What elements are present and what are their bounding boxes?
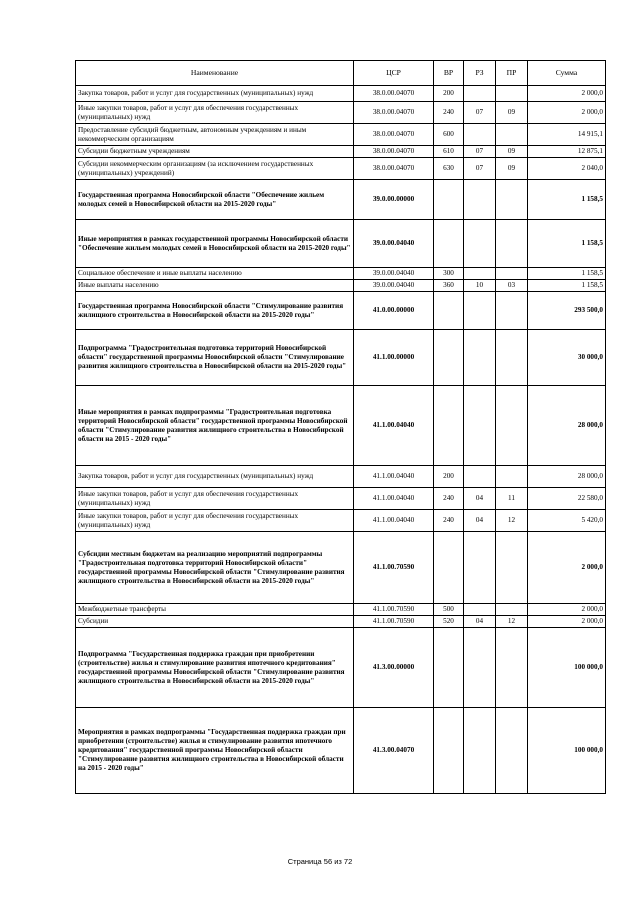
cell-vr: [434, 386, 464, 466]
cell-name: Закупка товаров, работ и услуг для государственных (муниципальных) нужд: [76, 466, 354, 488]
cell-pr: 09: [496, 146, 528, 158]
table-row: [76, 708, 606, 794]
cell-rz: [464, 268, 496, 280]
cell-csr: 41.3.00.00000: [354, 628, 434, 708]
cell-name: Субсидии: [76, 616, 354, 628]
cell-csr: 39.0.00.04040: [354, 280, 434, 292]
cell-pr: [496, 532, 528, 604]
cell-name: Подпрограмма "Градостроительная подготовка территорий Новосибирской области" государственной программы Новосибирской области "Стимулирование развития жилищного строительства в Новосибирской области на 2015-2020 годы": [76, 330, 354, 386]
table-row: [76, 510, 606, 532]
cell-pr: [496, 330, 528, 386]
cell-rz: 07: [464, 146, 496, 158]
cell-vr: 240: [434, 488, 464, 510]
cell-pr: [496, 708, 528, 794]
cell-vr: 360: [434, 280, 464, 292]
cell-name: Субсидии некоммерческим организациям (за исключением государственных (муниципальных) учреждений): [76, 158, 354, 180]
cell-vr: 240: [434, 102, 464, 124]
cell-csr: 41.1.00.00000: [354, 330, 434, 386]
cell-sum: 2 040,0: [528, 158, 606, 180]
table-row: [76, 604, 606, 616]
cell-csr: 41.1.00.04040: [354, 510, 434, 532]
cell-name: Государственная программа Новосибирской области "Обеспечение жильем молодых семей в Новосибирской области на 2015-2020 годы": [76, 180, 354, 220]
cell-csr: 41.1.00.70590: [354, 532, 434, 604]
cell-sum: 1 158,5: [528, 280, 606, 292]
cell-csr: 41.0.00.00000: [354, 292, 434, 330]
cell-name: Закупка товаров, работ и услуг для государственных (муниципальных) нужд: [76, 86, 354, 102]
cell-sum: 2 000,0: [528, 532, 606, 604]
table-row: [76, 180, 606, 220]
table-row: [76, 488, 606, 510]
cell-pr: [496, 180, 528, 220]
cell-csr: 41.1.00.04040: [354, 488, 434, 510]
cell-name: Субсидии местным бюджетам на реализацию мероприятий подпрограммы "Градостроительная подготовка территорий Новосибирской области" государственной программы Новосибирской области "Стимулирование развития жилищного строительства в Новосибирской области на 2015-2020 годы": [76, 532, 354, 604]
table-row: [76, 330, 606, 386]
cell-sum: 1 158,5: [528, 180, 606, 220]
table-body: [76, 86, 606, 794]
header-vr: ВР: [434, 61, 464, 86]
table-row: [76, 124, 606, 146]
cell-name: Государственная программа Новосибирской области "Стимулирование развития жилищного строительства в Новосибирской области на 2015-2020 годы": [76, 292, 354, 330]
cell-vr: [434, 292, 464, 330]
cell-csr: 38.0.00.04070: [354, 86, 434, 102]
cell-sum: 5 420,0: [528, 510, 606, 532]
cell-pr: 12: [496, 510, 528, 532]
cell-sum: 2 000,0: [528, 102, 606, 124]
cell-rz: [464, 220, 496, 268]
cell-sum: 1 158,5: [528, 268, 606, 280]
cell-rz: [464, 180, 496, 220]
table-row: [76, 280, 606, 292]
cell-pr: [496, 268, 528, 280]
cell-rz: [464, 708, 496, 794]
cell-sum: 100 000,0: [528, 708, 606, 794]
cell-csr: 41.1.00.04040: [354, 386, 434, 466]
cell-rz: 07: [464, 158, 496, 180]
table-row: [76, 386, 606, 466]
budget-table: [75, 60, 606, 794]
cell-sum: 14 915,1: [528, 124, 606, 146]
cell-pr: [496, 292, 528, 330]
cell-rz: [464, 330, 496, 386]
cell-name: Подпрограмма "Государственная поддержка граждан при приобретении (строительстве) жилья и стимулирование развития ипотечного кредитования" государственной программы Новосибирской области "Стимулирование развития жилищного строительства в Новосибирской области на 2015-2020 годы": [76, 628, 354, 708]
table-header-row: [76, 61, 606, 86]
header-pr: ПР: [496, 61, 528, 86]
cell-csr: 39.0.00.00000: [354, 180, 434, 220]
cell-vr: 240: [434, 510, 464, 532]
cell-pr: 11: [496, 488, 528, 510]
cell-vr: [434, 180, 464, 220]
table-row: [76, 268, 606, 280]
cell-name: Иные выплаты населению: [76, 280, 354, 292]
header-csr: ЦСР: [354, 61, 434, 86]
cell-sum: 293 500,0: [528, 292, 606, 330]
cell-pr: [496, 466, 528, 488]
cell-rz: [464, 466, 496, 488]
cell-csr: 38.0.00.04070: [354, 124, 434, 146]
cell-csr: 38.0.00.04070: [354, 158, 434, 180]
cell-sum: 30 000,0: [528, 330, 606, 386]
cell-vr: 630: [434, 158, 464, 180]
cell-pr: [496, 386, 528, 466]
cell-name: Иные закупки товаров, работ и услуг для обеспечения государственных (муниципальных) нужд: [76, 510, 354, 532]
cell-vr: 500: [434, 604, 464, 616]
cell-rz: 04: [464, 616, 496, 628]
cell-vr: 600: [434, 124, 464, 146]
table-row: [76, 146, 606, 158]
page-number: Страница 56 из 72: [287, 857, 353, 866]
header-rz: РЗ: [464, 61, 496, 86]
cell-sum: 22 580,0: [528, 488, 606, 510]
cell-pr: [496, 86, 528, 102]
cell-vr: [434, 220, 464, 268]
cell-sum: 2 000,0: [528, 604, 606, 616]
cell-pr: 09: [496, 102, 528, 124]
cell-sum: 2 000,0: [528, 86, 606, 102]
cell-csr: 38.0.00.04070: [354, 146, 434, 158]
header-name: Наименование: [76, 61, 354, 86]
cell-csr: 41.1.00.70590: [354, 604, 434, 616]
cell-pr: 03: [496, 280, 528, 292]
table-row: [76, 466, 606, 488]
cell-name: Иные мероприятия в рамках подпрограммы "Градостроительная подготовка территорий Новосибирской области" государственной программы Новосибирской области "Стимулирование развития жилищного строительства в Новосибирской области на 2015 - 2020 годы": [76, 386, 354, 466]
cell-name: Иные закупки товаров, работ и услуг для обеспечения государственных (муниципальных) нужд: [76, 102, 354, 124]
cell-vr: 520: [434, 616, 464, 628]
cell-vr: 610: [434, 146, 464, 158]
table-row: [76, 628, 606, 708]
cell-name: Межбюджетные трансферты: [76, 604, 354, 616]
cell-sum: 2 000,0: [528, 616, 606, 628]
table-row: [76, 220, 606, 268]
cell-csr: 41.1.00.70590: [354, 616, 434, 628]
table-row: [76, 86, 606, 102]
cell-rz: 10: [464, 280, 496, 292]
cell-pr: [496, 220, 528, 268]
cell-name: Субсидии бюджетным учреждениям: [76, 146, 354, 158]
cell-pr: [496, 124, 528, 146]
cell-vr: 200: [434, 466, 464, 488]
cell-csr: 39.0.00.04040: [354, 268, 434, 280]
cell-rz: [464, 532, 496, 604]
cell-rz: [464, 386, 496, 466]
cell-pr: 09: [496, 158, 528, 180]
table-row: [76, 292, 606, 330]
table-row: [76, 532, 606, 604]
table-row: [76, 102, 606, 124]
cell-sum: 1 158,5: [528, 220, 606, 268]
cell-name: Иные мероприятия в рамках государственной программы Новосибирской области "Обеспечение жильем молодых семей в Новосибирской области на 2015-2020 годы": [76, 220, 354, 268]
cell-vr: 200: [434, 86, 464, 102]
cell-rz: [464, 628, 496, 708]
cell-csr: 38.0.00.04070: [354, 102, 434, 124]
cell-pr: [496, 628, 528, 708]
header-sum: Сумма: [528, 61, 606, 86]
cell-vr: [434, 532, 464, 604]
cell-rz: [464, 86, 496, 102]
table-row: [76, 158, 606, 180]
cell-rz: 07: [464, 102, 496, 124]
cell-vr: 300: [434, 268, 464, 280]
cell-name: Социальное обеспечение и иные выплаты населению: [76, 268, 354, 280]
cell-pr: 12: [496, 616, 528, 628]
cell-vr: [434, 708, 464, 794]
cell-sum: 28 000,0: [528, 466, 606, 488]
cell-rz: [464, 604, 496, 616]
cell-pr: [496, 604, 528, 616]
cell-rz: 04: [464, 510, 496, 532]
cell-sum: 12 875,1: [528, 146, 606, 158]
cell-name: Мероприятия в рамках подпрограммы "Государственная поддержка граждан при приобретении (строительстве) жилья и стимулирование развития ипотечного кредитования" государственной программы Новосибирской области "Стимулирование развития жилищного строительства в Новосибирской области на 2015 - 2020 годы": [76, 708, 354, 794]
cell-csr: 41.1.00.04040: [354, 466, 434, 488]
cell-sum: 28 000,0: [528, 386, 606, 466]
cell-rz: 04: [464, 488, 496, 510]
cell-csr: 41.3.00.04070: [354, 708, 434, 794]
cell-name: Иные закупки товаров, работ и услуг для обеспечения государственных (муниципальных) нужд: [76, 488, 354, 510]
cell-rz: [464, 292, 496, 330]
cell-csr: 39.0.00.04040: [354, 220, 434, 268]
cell-vr: [434, 330, 464, 386]
table-row: [76, 616, 606, 628]
cell-vr: [434, 628, 464, 708]
cell-rz: [464, 124, 496, 146]
cell-sum: 100 000,0: [528, 628, 606, 708]
cell-name: Предоставление субсидий бюджетным, автономным учреждениям и иным некоммерческим организациям: [76, 124, 354, 146]
